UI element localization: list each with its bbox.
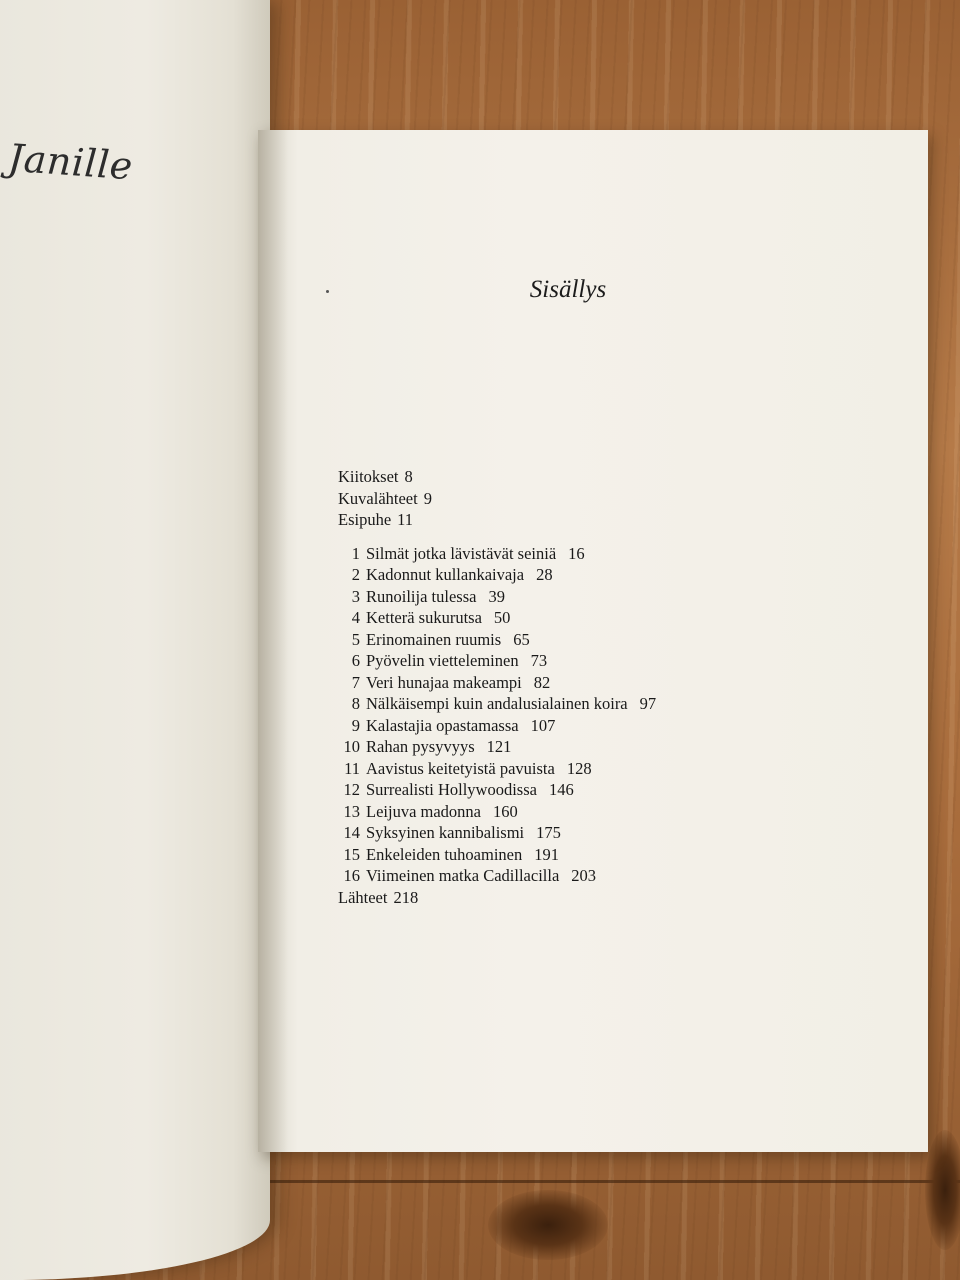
wood-knot	[488, 1190, 608, 1260]
chapter-number: 8	[351, 694, 360, 713]
chapter-number: 6	[351, 651, 360, 670]
chapter-number: 16	[343, 866, 360, 885]
toc-entry-page: 218	[393, 887, 419, 907]
chapter-number: 7	[351, 672, 360, 692]
toc-entry-page: 11	[397, 510, 414, 529]
toc-chapter	[338, 586, 838, 608]
chapter-title: Rahan pysyvyys	[366, 737, 475, 756]
chapter-number: 15	[343, 844, 360, 864]
chapter-title: Kalastajia opastamassa	[366, 715, 519, 735]
toc-chapter	[338, 779, 838, 801]
chapter-title: Enkeleiden tuhoaminen	[366, 844, 523, 864]
toc-entry-page: 9	[423, 488, 432, 508]
chapter-page: 50	[493, 608, 511, 627]
chapter-number: 5	[351, 629, 360, 649]
chapter-page: 175	[536, 823, 561, 842]
chapter-number: 3	[351, 586, 360, 606]
chapter-title: Viimeinen matka Cadillacilla	[366, 866, 560, 885]
toc-entry-back	[338, 887, 838, 909]
chapter-page: 203	[571, 866, 597, 885]
chapter-page: 82	[533, 672, 551, 692]
wood-knot	[925, 1130, 960, 1250]
toc-chapter	[338, 758, 838, 780]
chapter-page: 160	[493, 801, 518, 821]
chapter-number: 14	[343, 823, 360, 842]
toc-entry-label: Esipuhe	[338, 510, 392, 529]
toc-chapter	[338, 693, 838, 715]
chapter-title: Silmät jotka lävistävät seiniä	[366, 543, 557, 563]
table-of-contents	[338, 466, 838, 908]
chapter-page: 97	[639, 694, 657, 713]
toc-chapter	[338, 844, 838, 866]
left-page	[0, 0, 270, 1280]
toc-chapter	[338, 865, 838, 887]
chapter-title: Veri hunajaa makeampi	[366, 672, 522, 692]
toc-chapter	[338, 629, 838, 651]
chapter-page: 107	[530, 715, 556, 735]
chapter-number: 1	[351, 543, 360, 563]
chapter-number: 4	[351, 608, 360, 627]
toc-entry-label: Kuvalähteet	[338, 488, 418, 508]
chapter-number: 9	[351, 715, 360, 735]
chapter-title: Runoilija tulessa	[366, 586, 477, 606]
toc-chapter	[338, 736, 838, 758]
toc-chapter	[338, 543, 838, 565]
chapter-page: 191	[534, 844, 559, 864]
chapter-title: Ketterä sukurutsa	[366, 608, 482, 627]
chapter-page: 146	[548, 780, 574, 799]
gutter-shadow	[258, 130, 288, 1152]
toc-spacer	[338, 531, 838, 543]
toc-chapter	[338, 672, 838, 694]
chapter-page: 121	[486, 737, 512, 756]
toc-entry-front	[338, 509, 838, 531]
chapter-title: Syksyinen kannibalismi	[366, 823, 525, 842]
chapter-number: 11	[344, 758, 360, 778]
toc-chapter	[338, 564, 838, 586]
chapter-title: Aavistus keitetyistä pavuista	[366, 758, 555, 778]
toc-chapter	[338, 715, 838, 737]
toc-chapter	[338, 607, 838, 629]
chapter-page: 128	[566, 758, 592, 778]
contents-title: Sisällys	[529, 276, 607, 303]
toc-entry-page: 8	[404, 467, 413, 486]
toc-chapter	[338, 822, 838, 844]
toc-entry-front	[338, 466, 838, 488]
toc-entry-label: Lähteet	[338, 887, 388, 907]
chapter-number: 2	[351, 565, 360, 584]
chapter-title: Surrealisti Hollywoodissa	[366, 780, 537, 799]
chapter-number: 12	[343, 780, 360, 799]
chapter-page: 28	[536, 565, 553, 584]
toc-entry-front	[338, 488, 838, 510]
show-through-text	[0, 440, 140, 461]
toc-chapter	[338, 650, 838, 672]
toc-chapter	[338, 801, 838, 823]
toc-entry-label: Kiitokset	[338, 467, 399, 486]
chapter-page: 16	[568, 543, 585, 563]
chapter-title: Leijuva madonna	[366, 801, 482, 821]
chapter-title: Erinomainen ruumis	[366, 629, 502, 649]
dedication-text: Janille	[6, 135, 135, 189]
chapter-number: 13	[343, 801, 360, 821]
chapter-title: Kadonnut kullankaivaja	[366, 565, 525, 584]
chapter-number: 10	[343, 737, 360, 756]
chapter-page: 39	[488, 586, 505, 606]
chapter-title: Nälkäisempi kuin andalusialainen koira	[366, 694, 628, 713]
chapter-title: Pyövelin vietteleminen	[366, 651, 519, 670]
chapter-page: 73	[530, 651, 548, 670]
chapter-page: 65	[513, 629, 530, 649]
print-speck	[326, 290, 329, 293]
